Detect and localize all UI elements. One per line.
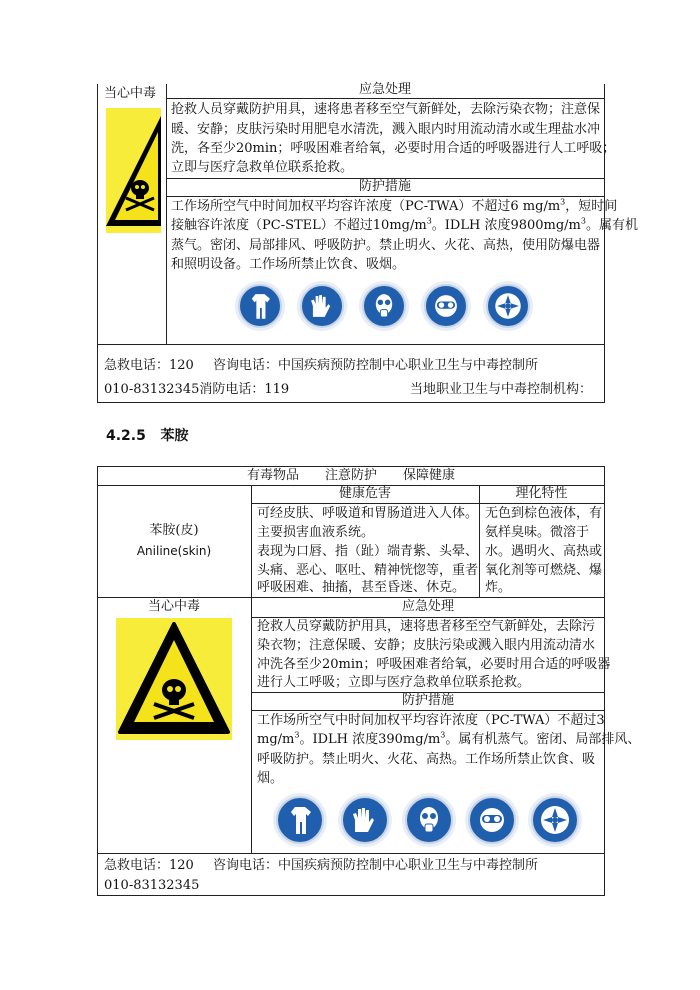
protection-line: 工作场所空气中时间加权平均容许浓度（PC-TWA）不超过6 mg/m — [171, 199, 561, 214]
warning-label: 当心中毒 — [147, 599, 200, 614]
physchem-header: 理化特性 — [515, 486, 568, 501]
superscript: 3 — [294, 730, 300, 740]
emergency-line: 进行人工呼吸；立即与医疗急救单位联系抢救。 — [257, 675, 531, 690]
physchem-line: 炸。 — [485, 580, 512, 595]
emergency-line: 立即与医疗急救单位联系抢救。 — [171, 160, 354, 175]
ventilation-fan-icon — [531, 796, 579, 844]
protection-line: ，短时间 — [565, 199, 618, 214]
consult-phone: 咨询电话：中国疾病预防控制中心职业卫生与中毒控制所 — [213, 358, 539, 373]
protection-line: 接触容许浓度（PC-STEL）不超过10mg/m — [171, 218, 427, 233]
toxic-warning-sign — [116, 618, 232, 740]
toxic-warning-sign — [106, 108, 161, 233]
protection-line: 。IDLH 浓度9800mg/m — [431, 218, 581, 233]
emergency-header: 应急处理 — [401, 599, 454, 614]
protection-line: 。IDLH 浓度390mg/m — [299, 732, 441, 747]
emergency-phone: 急救电话：120 — [104, 858, 194, 873]
physchem-line: 氨样臭味。微溶于 — [485, 525, 590, 540]
protective-gloves-icon — [300, 284, 344, 328]
emergency-header: 应急处理 — [358, 82, 411, 97]
health-line: 可经皮肤、呼吸道和胃肠道进入人体。 — [257, 506, 479, 521]
emergency-line: 冲洗各至少20min；呼吸困难者给氧，必要时用合适的呼吸器 — [257, 657, 611, 672]
superscript: 3 — [580, 216, 586, 226]
protective-gloves-icon — [341, 796, 389, 844]
superscript: 3 — [440, 730, 446, 740]
emergency-line: 洗，各至少20min；呼吸困难者给氧，必要时用合适的呼吸器进行人工呼吸； — [171, 141, 616, 156]
protection-line: 。属有机蒸气。密闭、局部排风、 — [445, 732, 641, 747]
gas-mask-icon — [405, 796, 453, 844]
consult-phone: 咨询电话：中国疾病预防控制中心职业卫生与中毒控制所 — [213, 858, 539, 873]
substance-name-cn: 苯胺(皮) — [149, 523, 199, 538]
emergency-line: 染衣物；注意保暖、安静；皮肤污染或溅入眼内用流动清水 — [257, 638, 596, 653]
emergency-line: 暖、安静；皮肤污染时用肥皂水清洗，溅入眼内时用流动清水或生理盐水冲 — [171, 122, 601, 137]
safety-goggles-icon — [468, 796, 516, 844]
phone-number: 010-83132345 — [104, 878, 200, 893]
protective-suit-icon — [276, 796, 324, 844]
gas-mask-icon — [362, 284, 406, 328]
protection-line: 蒸气。密闭、局部排风、呼吸防护。禁止明火、火花、高热，使用防爆电器 — [171, 238, 601, 253]
substance-name-en: Aniline(skin) — [136, 544, 212, 558]
phone-numbers: 010-83132345消防电话：119 — [104, 382, 290, 397]
protective-suit-icon — [238, 284, 282, 328]
protection-line: 呼吸防护。禁止明火、火花、高热。工作场所禁止饮食、吸 — [257, 752, 596, 767]
local-agency: 当地职业卫生与中毒控制机构： — [410, 382, 593, 397]
superscript: 3 — [426, 216, 432, 226]
section-number: 4.2.5 — [106, 428, 146, 444]
physchem-line: 无色到棕色液体，有 — [485, 506, 603, 521]
emergency-phone: 急救电话：120 — [104, 358, 194, 373]
safety-goggles-icon — [424, 284, 468, 328]
protection-header: 防护措施 — [358, 179, 411, 194]
health-line: 表现为口唇、指（趾）端青紫、头晕、 — [257, 544, 479, 559]
protection-line: 烟。 — [257, 771, 284, 786]
health-header: 健康危害 — [338, 486, 391, 501]
superscript: 3 — [560, 197, 566, 207]
emergency-line: 抢救人员穿戴防护用具，速将患者移至空气新鲜处，去除污 — [257, 619, 596, 634]
protection-line: 和照明设备。工作场所禁止饮食、吸烟。 — [171, 257, 406, 272]
warning-label: 当心中毒 — [104, 86, 157, 101]
banner: 有毒物品 注意防护 保障健康 — [246, 468, 455, 483]
section-title: 苯胺 — [160, 428, 189, 444]
section-heading — [106, 426, 189, 446]
emergency-line: 抢救人员穿戴防护用具，速将患者移至空气新鲜处，去除污染衣物；注意保 — [171, 102, 601, 117]
health-line: 呼吸困难、抽搐，甚至昏迷、休克。 — [257, 580, 466, 595]
health-line: 头痛、恶心、呕吐、精神恍惚等，重者 — [257, 563, 479, 578]
protection-header: 防护措施 — [401, 693, 454, 708]
ventilation-fan-icon — [486, 284, 530, 328]
protection-line: mg/m — [257, 732, 295, 747]
protection-line: 工作场所空气中时间加权平均容许浓度（PC-TWA）不超过3 — [257, 713, 605, 728]
health-line: 主要损害血液系统。 — [257, 525, 375, 540]
protection-line: 。属有机 — [585, 218, 638, 233]
physchem-line: 水。遇明火、高热或 — [485, 544, 603, 559]
physchem-line: 氧化剂等可燃烧、爆 — [485, 563, 603, 578]
